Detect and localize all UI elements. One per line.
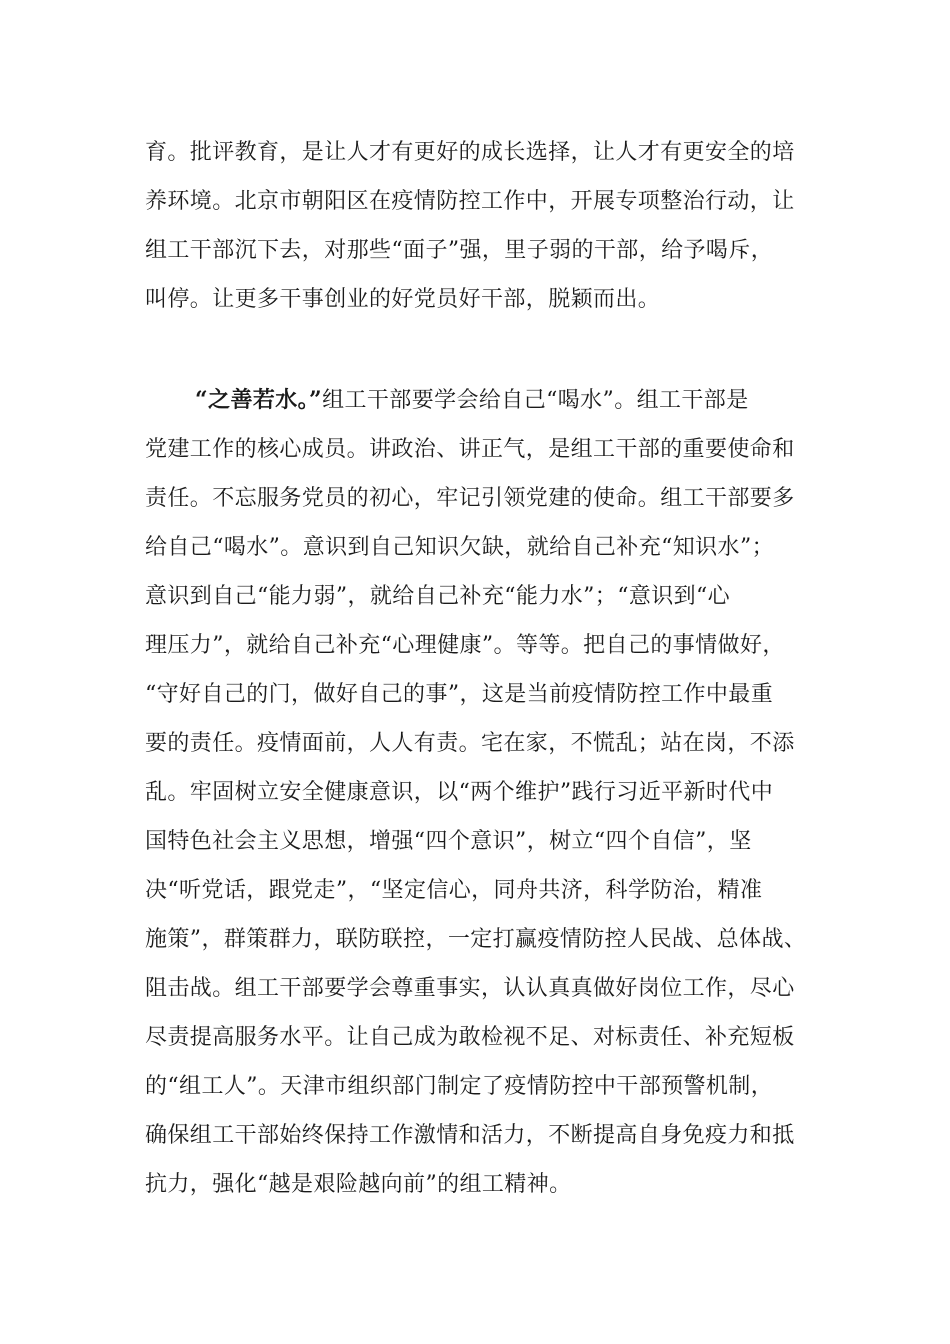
paragraph-heading-bold: “之善若水。” [195,387,323,413]
paragraph-first-line [145,376,815,425]
paragraph-line: 给自己“喝水”。意识到自己知识欠缺，就给自己补充“知识水”； [145,535,774,560]
paragraph-line: 理压力”，就给自己补充“心理健康”。等等。把自己的事情做好， [145,633,785,658]
paragraph-1 [145,128,815,324]
paragraph-line: 的“组工人”。天津市组织部门制定了疫情防控中干部预警机制， [145,1074,774,1099]
paragraph-line: 阻击战。组工干部要学会尊重事实，认认真真做好岗位工作，尽心 [145,976,795,1001]
paragraph-line: 要的责任。疫情面前，人人有责。宅在家，不慌乱；站在岗，不添 [145,731,795,756]
paragraph-line: 意识到自己“能力弱”，就给自己补充“能力水”；“意识到“心 [145,584,731,609]
paragraph-line: 抗力，强化“越是艰险越向前”的组工精神。 [145,1172,572,1197]
paragraph-line: 尽责提高服务水平。让自己成为敢检视不足、对标责任、补充短板 [145,1025,795,1050]
paragraph-line: “守好自己的门，做好自己的事”，这是当前疫情防控工作中最重 [145,682,774,707]
paragraph-line: 乱。牢固树立安全健康意识，以“两个维护”践行习近平新时代中 [145,780,774,805]
paragraph-2 [145,376,815,1209]
paragraph-line: 养环境。北京市朝阳区在疫情防控工作中，开展专项整治行动，让 [145,189,795,214]
paragraph-line: 叫停。让更多干事创业的好党员好干部，脱颖而出。 [145,287,661,312]
paragraph-line: 确保组工干部始终保持工作激情和活力，不断提高自身免疫力和抵 [145,1123,795,1148]
paragraph-lead-text: 组工干部要学会给自己“喝水”。组工干部是 [322,388,749,413]
paragraph-line: 育。批评教育，是让人才有更好的成长选择，让人才有更安全的培 [145,140,795,165]
paragraph-line: 决“听党话，跟党走”，“坚定信心，同舟共济，科学防治，精准 [145,878,763,903]
paragraph-line: 国特色社会主义思想，增强“四个意识”，树立“四个自信”，坚 [145,829,752,854]
paragraph-line: 党建工作的核心成员。讲政治、讲正气，是组工干部的重要使命和 [145,437,795,462]
paragraph-line: 责任。不忘服务党员的初心，牢记引领党建的使命。组工干部要多 [145,486,795,511]
paragraph-line: 组工干部沉下去，对那些“面子”强，里子弱的干部，给予喝斥， [145,238,774,263]
paragraph-line: 施策”，群策群力，联防联控，一定打赢疫情防控人民战、总体战、 [145,927,807,952]
